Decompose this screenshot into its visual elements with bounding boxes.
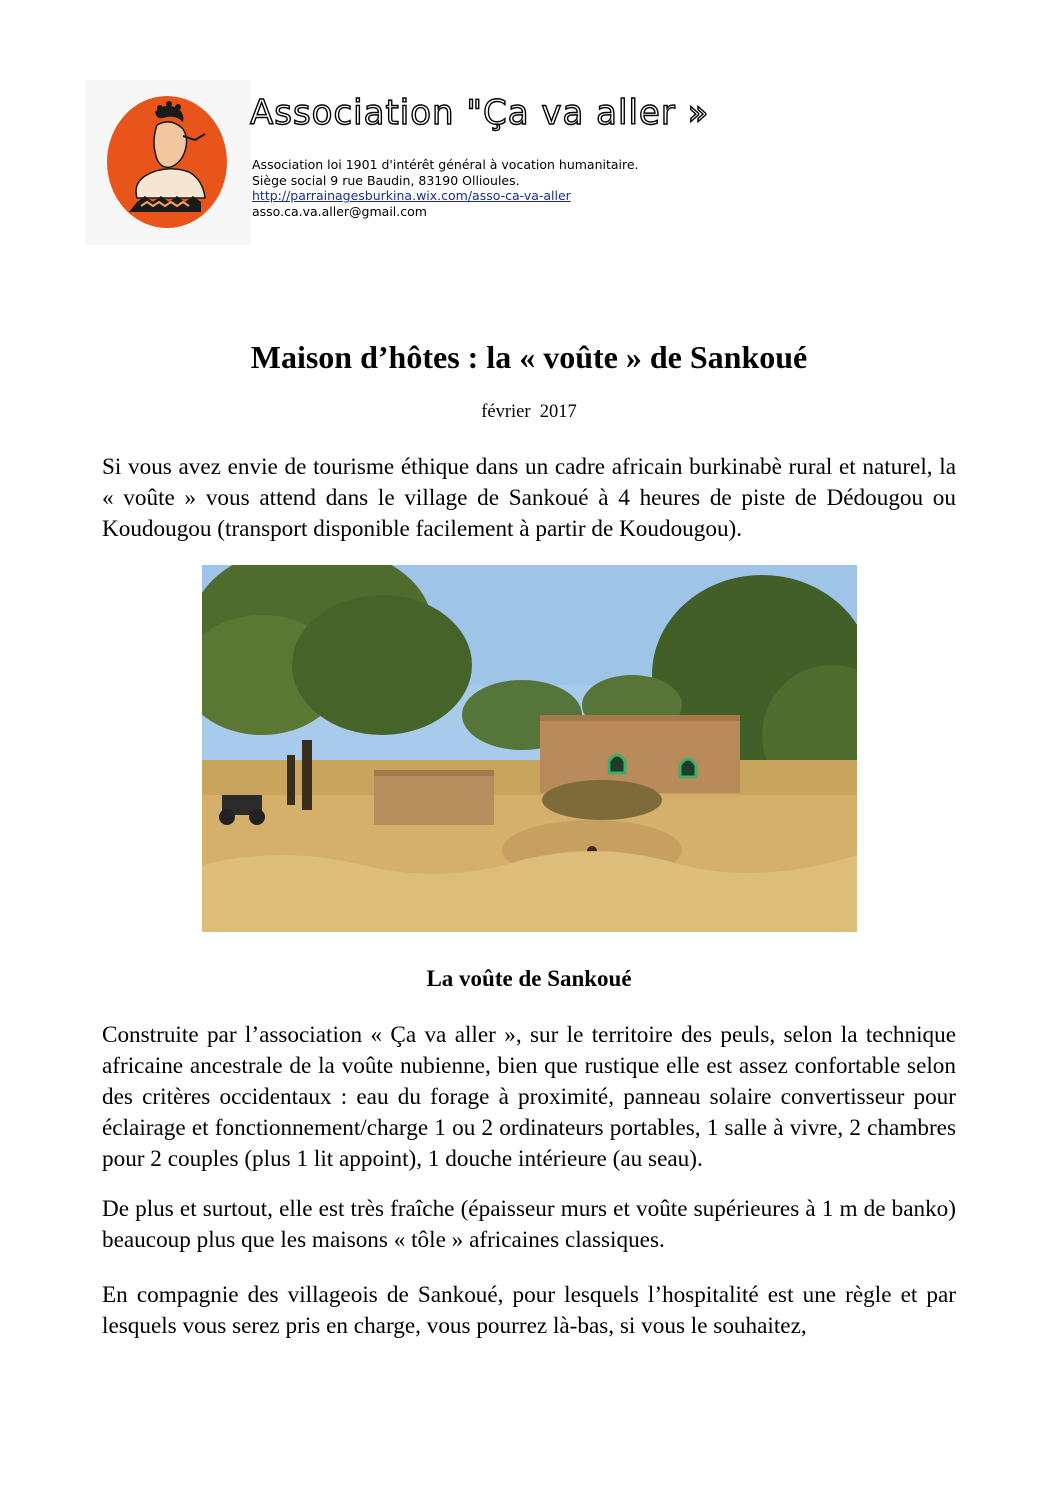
association-email: asso.ca.va.aller@gmail.com [252, 203, 427, 219]
association-address: Siège social 9 rue Baudin, 83190 Ollioules. [252, 172, 520, 188]
association-info [252, 157, 639, 219]
publication-date: février 2017 [481, 402, 577, 422]
association-logo [85, 80, 251, 245]
freshness-paragraph: De plus et surtout, elle est très fraîche (épaisseur murs et voûte supérieures à 1 m de banko) beaucoup plus que les maisons « tôle » africaines classiques. [102, 1196, 956, 1253]
photo-caption: La voûte de Sankoué [426, 966, 632, 991]
page-title: Maison d’hôtes : la « voûte » de Sankoué [250, 339, 808, 375]
website-link[interactable]: http://parrainagesburkina.wix.com/asso-ca-va-aller [252, 188, 571, 203]
woman-portrait-logo-icon [85, 80, 251, 245]
hospitality-paragraph: En compagnie des villageois de Sankoué, pour lesquels l’hospitalité est une règle et par lesquels vous serez pris en charge, vous pourrez là-bas, si vous le souhaitez, [102, 1282, 956, 1339]
sankoue-house-photo [202, 565, 857, 932]
intro-paragraph: Si vous avez envie de tourisme éthique dans un cadre africain burkinabè rural et naturel, la « voûte » vous attend dans le village de Sankoué à 4 heures de piste de Dédougou ou Koudougou (transport disponible facilement à partir de Koudougou). [102, 454, 956, 542]
association-name: Association "Ça va aller » [250, 93, 710, 133]
association-description: Association loi 1901 d'intérêt général à vocation humanitaire. [252, 157, 639, 172]
description-paragraph: Construite par l’association « Ça va aller », sur le territoire des peuls, selon la technique africaine ancestrale de la voûte nubienne, bien que rustique elle est assez confortable selon des critères occidentaux : eau du forage à proximité, panneau solaire convertisseur pour éclairage et fonctionnement/charge 1 ou 2 ordinateurs portables, 1 salle à vivre, 2 chambres pour 2 couples (plus 1 lit appoint), 1 douche intérieure (au seau). [102, 1022, 956, 1172]
